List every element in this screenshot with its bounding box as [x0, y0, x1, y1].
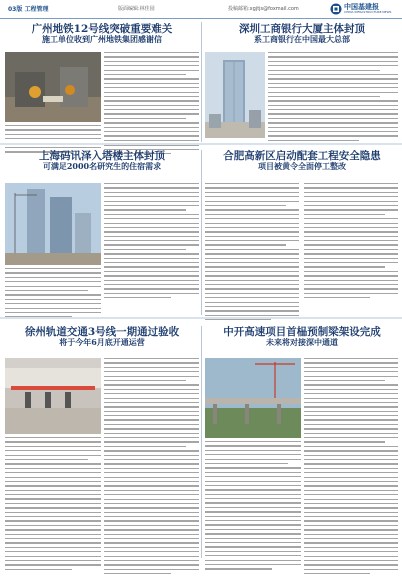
article-3-body-lower — [5, 268, 101, 321]
article-4-subtitle: 项目被黄令全面停工整改 — [258, 161, 346, 172]
article-6-body-lower — [205, 441, 301, 573]
article-2-subtitle: 系工商银行在中国最大总部 — [254, 34, 350, 45]
article-4-headline[interactable] — [204, 150, 400, 171]
logo-mark-icon — [330, 3, 342, 15]
article-3-title: 上海码讯泽入塔楼主体封顶 — [39, 150, 165, 162]
masthead-logo — [330, 2, 396, 16]
article-5-headline[interactable] — [4, 326, 200, 347]
section-band — [0, 143, 402, 145]
article-1-subtitle: 施工单位收到广州地铁集团感谢信 — [42, 34, 162, 45]
column-divider — [201, 326, 202, 558]
article-6-title: 中开高速项目首榀预制梁架设完成 — [223, 326, 381, 338]
article-3-photo — [5, 183, 101, 265]
article-2-body — [268, 52, 398, 144]
logo-text: 中国基建报 — [344, 3, 379, 11]
article-2-headline[interactable] — [204, 23, 400, 44]
article-5-body — [104, 358, 199, 578]
page-header — [0, 0, 402, 19]
article-2-photo — [205, 52, 265, 138]
article-2-title: 深圳工商银行大厦主体封顶 — [239, 23, 365, 35]
column-divider — [201, 150, 202, 315]
article-4-body-right — [304, 183, 398, 302]
article-5-body-lower — [5, 437, 101, 573]
article-5-subtitle: 将于今年6月底开通运营 — [59, 337, 145, 348]
article-6-subtitle: 未来将对接深中通道 — [266, 337, 338, 348]
article-4-body-left — [205, 183, 299, 324]
article-1-title: 广州地铁12号线突破重要难关 — [31, 23, 173, 35]
section-band — [0, 317, 402, 319]
article-5-photo — [5, 358, 101, 434]
article-4-title: 合肥高新区启动配套工程安全隐患 — [223, 150, 381, 162]
article-3-subtitle: 可满足2000名研究生的住宿需求 — [42, 161, 162, 172]
logo-subtext: CHINA INFRASTRUCTURE NEWS — [344, 10, 392, 14]
article-5-title: 徐州轨道交通3号线一期通过验收 — [24, 326, 180, 338]
article-6-photo — [205, 358, 301, 438]
article-6-headline[interactable] — [204, 326, 400, 347]
article-3-body — [104, 183, 199, 302]
page-label: 03版 工程管理 — [8, 6, 49, 13]
article-3-headline[interactable] — [4, 150, 200, 171]
submission-email[interactable]: 投稿邮箱:xgjtjs@foxmail.com — [228, 6, 299, 12]
article-1-photo — [5, 52, 101, 122]
article-1-body — [104, 52, 199, 157]
article-1-headline[interactable] — [4, 23, 200, 44]
column-divider — [201, 22, 202, 142]
editor-credit: 版面编辑:林佳园 — [118, 6, 155, 12]
article-6-body — [304, 358, 398, 578]
